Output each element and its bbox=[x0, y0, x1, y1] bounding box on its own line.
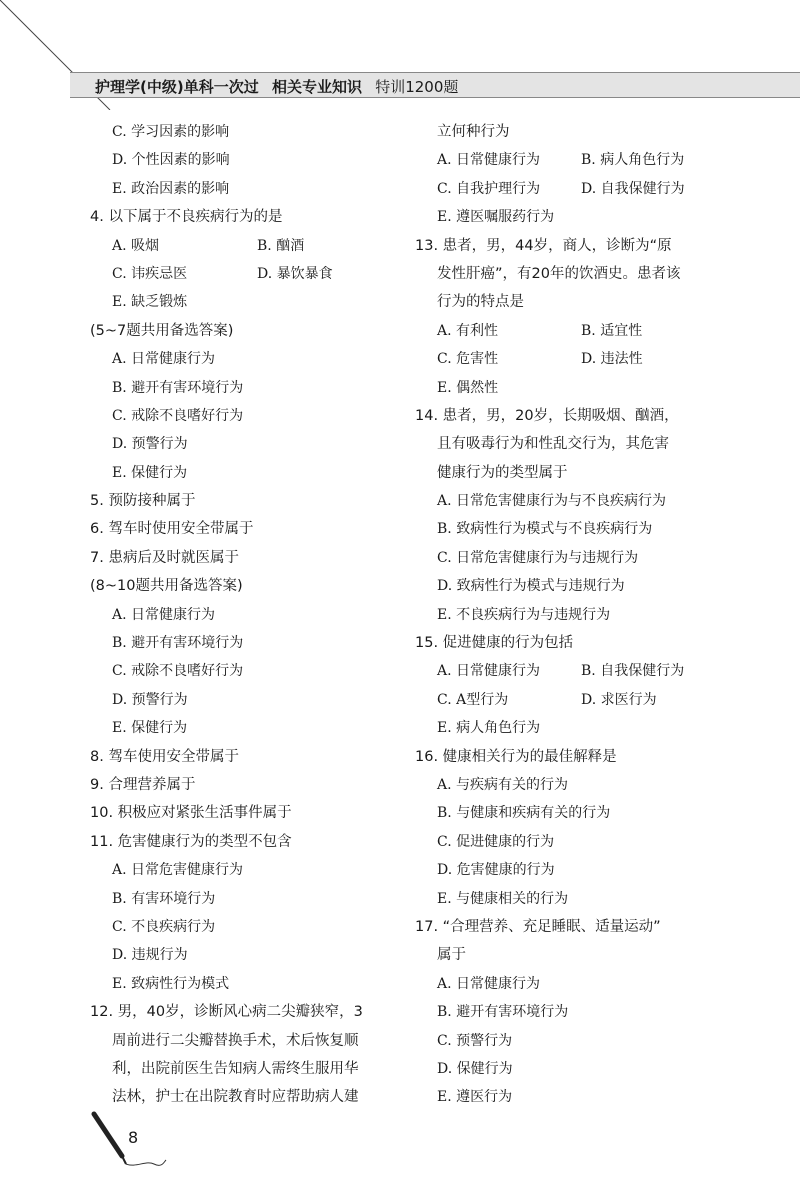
q9-stem: 9. 合理营养属于 bbox=[90, 776, 196, 793]
q15-option-e: E. 病人角色行为 bbox=[437, 720, 541, 737]
q12-option-c: C. 自我护理行为 bbox=[437, 180, 541, 197]
group2-option-d: D. 预警行为 bbox=[112, 691, 188, 708]
group-5-7-label: (5~7题共用备选答案) bbox=[90, 322, 234, 339]
q13-option-c: C. 危害性 bbox=[437, 351, 499, 368]
group2-option-c: C. 戒除不良嗜好行为 bbox=[112, 663, 244, 680]
q4-stem: 4. 以下属于不良疾病行为的是 bbox=[90, 209, 283, 226]
q4-option-c: C. 讳疾忌医 bbox=[112, 265, 188, 282]
q15-stem: 15. 促进健康的行为包括 bbox=[415, 635, 574, 652]
q15-options-row-2 bbox=[415, 686, 725, 714]
q11-option-d: D. 违规行为 bbox=[112, 947, 188, 964]
q6-stem: 6. 驾车时使用安全带属于 bbox=[90, 521, 254, 538]
q15-option-d: D. 求医行为 bbox=[581, 691, 657, 708]
q12-option-e: E. 遵医嘱服药行为 bbox=[437, 209, 555, 226]
q14-option-b: B. 致病性行为模式与不良疾病行为 bbox=[437, 521, 653, 538]
q13-option-d: D. 违法性 bbox=[581, 351, 643, 368]
right-column bbox=[415, 118, 725, 1112]
q11-option-c: C. 不良疾病行为 bbox=[112, 918, 216, 935]
q12-stem-line-1: 12. 男，40岁，诊断风心病二尖瓣狭窄，3 bbox=[90, 1004, 363, 1021]
page-number: 8 bbox=[128, 1128, 139, 1147]
book-title: 护理学(中级)单科一次过 bbox=[95, 78, 259, 96]
group2-option-b: B. 避开有害环境行为 bbox=[112, 635, 244, 652]
group2-option-a: A. 日常健康行为 bbox=[112, 606, 216, 623]
q16-stem: 16. 健康相关行为的最佳解释是 bbox=[415, 748, 617, 765]
running-header bbox=[95, 76, 466, 97]
q4-option-b: B. 酗酒 bbox=[257, 237, 305, 254]
subject-title: 相关专业知识 bbox=[271, 78, 362, 96]
group1-option-d: D. 预警行为 bbox=[112, 436, 188, 453]
q12-option-a: A. 日常健康行为 bbox=[437, 152, 541, 169]
q11-option-a: A. 日常危害健康行为 bbox=[112, 862, 244, 879]
q12-options-row-2 bbox=[415, 175, 725, 203]
left-column bbox=[90, 118, 410, 1112]
q13-options-row-1 bbox=[415, 317, 725, 345]
q17-stem-line-2: 属于 bbox=[437, 947, 466, 964]
group1-option-a: A. 日常健康行为 bbox=[112, 351, 216, 368]
q13-stem-line-2: 发性肝癌”，有20年的饮酒史。患者该 bbox=[437, 265, 681, 282]
q11-stem: 11. 危害健康行为的类型不包含 bbox=[90, 833, 292, 850]
group1-option-c: C. 戒除不良嗜好行为 bbox=[112, 407, 244, 424]
q4-options-row-2 bbox=[90, 260, 410, 288]
q16-option-e: E. 与健康相关的行为 bbox=[437, 890, 569, 907]
q14-option-c: C. 日常危害健康行为与违规行为 bbox=[437, 549, 639, 566]
q14-option-a: A. 日常危害健康行为与不良疾病行为 bbox=[437, 493, 667, 510]
q17-stem-line-1: 17. “合理营养、充足睡眠、适量运动” bbox=[415, 918, 661, 935]
q15-option-b: B. 自我保健行为 bbox=[581, 663, 685, 680]
group1-option-b: B. 避开有害环境行为 bbox=[112, 379, 244, 396]
q11-option-b: B. 有害环境行为 bbox=[112, 890, 216, 907]
q16-option-a: A. 与疾病有关的行为 bbox=[437, 776, 569, 793]
q15-option-a: A. 日常健康行为 bbox=[437, 663, 541, 680]
q3-option-d: D. 个性因素的影响 bbox=[112, 152, 230, 169]
q17-option-a: A. 日常健康行为 bbox=[437, 975, 541, 992]
group2-option-e: E. 保健行为 bbox=[112, 720, 188, 737]
group1-option-e: E. 保健行为 bbox=[112, 464, 188, 481]
q8-stem: 8. 驾车使用安全带属于 bbox=[90, 748, 239, 765]
q17-option-d: D. 保健行为 bbox=[437, 1060, 513, 1077]
q10-stem: 10. 积极应对紧张生活事件属于 bbox=[90, 805, 292, 822]
q14-stem-line-3: 健康行为的类型属于 bbox=[437, 464, 568, 481]
q14-option-e: E. 不良疾病行为与违规行为 bbox=[437, 606, 611, 623]
q12-stem-line-2: 周前进行二尖瓣替换手术，术后恢复顺 bbox=[112, 1032, 359, 1049]
q16-option-d: D. 危害健康的行为 bbox=[437, 862, 555, 879]
q3-option-c: C. 学习因素的影响 bbox=[112, 124, 230, 140]
q14-option-d: D. 致病性行为模式与违规行为 bbox=[437, 578, 625, 595]
q12-option-b: B. 病人角色行为 bbox=[581, 152, 685, 169]
q12-stem-tail: 立何种行为 bbox=[437, 124, 510, 140]
q11-option-e: E. 致病性行为模式 bbox=[112, 975, 230, 992]
q12-stem-line-3: 利，出院前医生告知病人需终生服用华 bbox=[112, 1060, 359, 1077]
q12-option-d: D. 自我保健行为 bbox=[581, 180, 685, 197]
q4-option-a: A. 吸烟 bbox=[112, 237, 160, 254]
q12-options-row-1 bbox=[415, 146, 725, 174]
q16-option-b: B. 与健康和疾病有关的行为 bbox=[437, 805, 611, 822]
q12-stem-line-4: 法林，护士在出院教育时应帮助病人建 bbox=[112, 1089, 359, 1106]
q7-stem: 7. 患病后及时就医属于 bbox=[90, 549, 239, 566]
q13-stem-line-1: 13. 患者，男，44岁，商人，诊断为“原 bbox=[415, 237, 672, 254]
q4-option-d: D. 暴饮暴食 bbox=[257, 265, 333, 282]
q13-option-e: E. 偶然性 bbox=[437, 379, 499, 396]
q13-option-a: A. 有利性 bbox=[437, 322, 499, 339]
group-8-10-label: (8~10题共用备选答案) bbox=[90, 578, 243, 595]
q5-stem: 5. 预防接种属于 bbox=[90, 493, 196, 510]
q4-options-row-1 bbox=[90, 232, 410, 260]
q16-option-c: C. 促进健康的行为 bbox=[437, 833, 555, 850]
q13-options-row-2 bbox=[415, 345, 725, 373]
q17-option-b: B. 避开有害环境行为 bbox=[437, 1004, 569, 1021]
q3-option-e: E. 政治因素的影响 bbox=[112, 180, 230, 197]
q4-option-e: E. 缺乏锻炼 bbox=[112, 294, 188, 311]
q14-stem-line-2: 且有吸毒行为和性乱交行为，其危害 bbox=[437, 436, 669, 453]
q15-option-c: C. A型行为 bbox=[437, 691, 509, 708]
q17-option-c: C. 预警行为 bbox=[437, 1032, 513, 1049]
q15-options-row-1 bbox=[415, 657, 725, 685]
q14-stem-line-1: 14. 患者，男，20岁，长期吸烟、酗酒， bbox=[415, 407, 679, 424]
q13-stem-line-3: 行为的特点是 bbox=[437, 294, 524, 311]
training-title: 特训1200题 bbox=[375, 78, 459, 96]
q17-option-e: E. 遵医行为 bbox=[437, 1089, 513, 1106]
q13-option-b: B. 适宜性 bbox=[581, 322, 643, 339]
